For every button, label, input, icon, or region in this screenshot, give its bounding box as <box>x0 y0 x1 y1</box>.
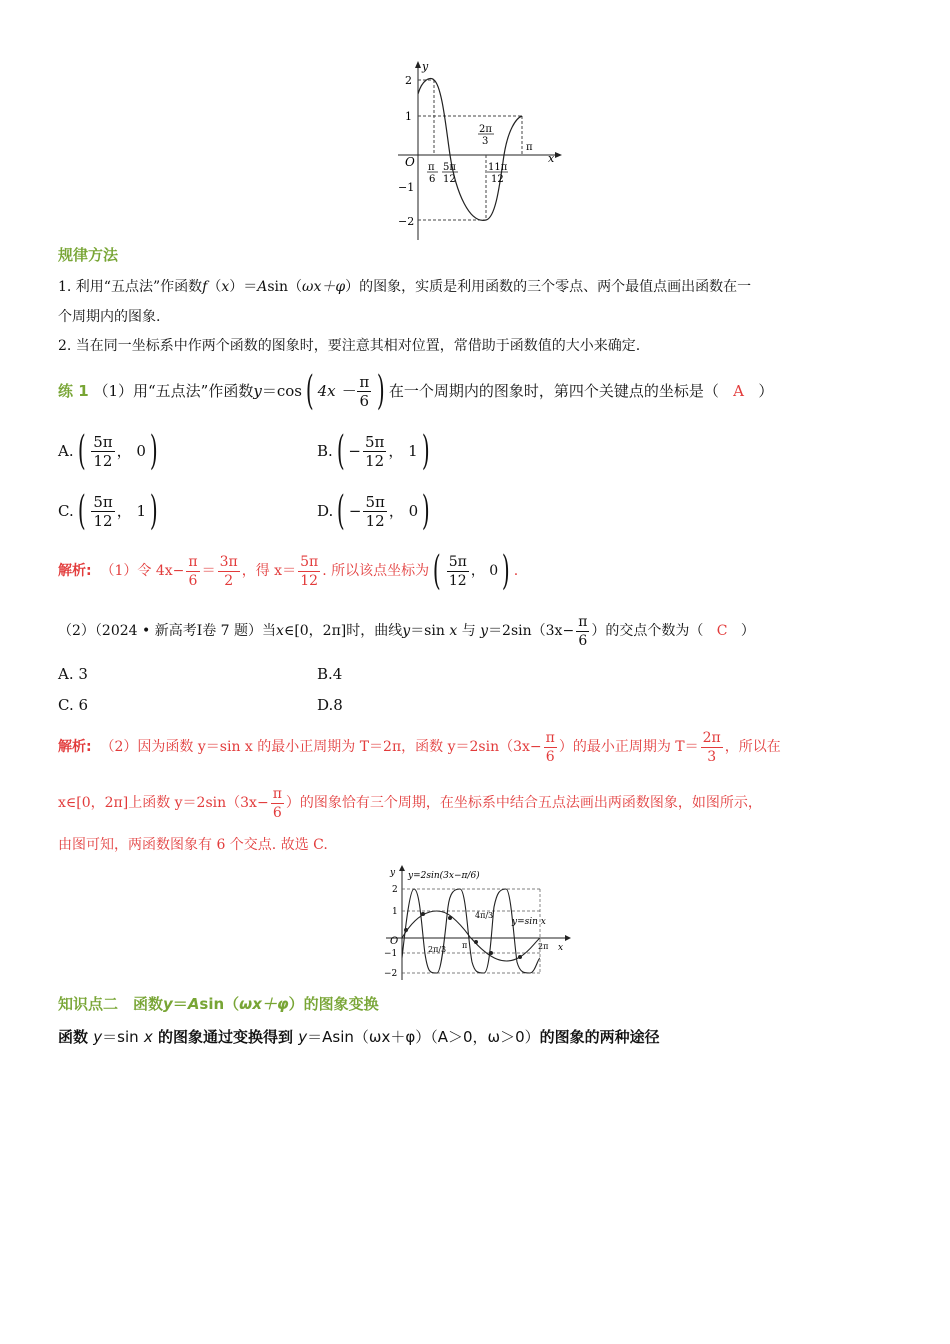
option-1-c: C. ( $\frac{5\pi}{12}$ ， 1 ) <box>58 488 158 534</box>
x-label-pi6-den: 6 <box>429 174 436 185</box>
method-point-1-cont: 个周期内的图象. <box>58 309 161 325</box>
option-1-b: B. ( − $\frac{5\pi}{12}$ ， 1 ) <box>317 428 430 474</box>
fig2-y-axis-label: y <box>390 868 396 878</box>
x-label-5pi12-num: 5π <box>443 162 456 173</box>
y-tick-1: 1 <box>405 110 412 123</box>
y-tick-neg1: −1 <box>398 181 415 194</box>
option-2-d: D.8 <box>317 696 343 714</box>
sine-curve <box>418 79 522 221</box>
intersection-point <box>448 916 452 920</box>
fig2-curve-label: y=2sin(3x−π/6) <box>408 871 480 881</box>
fig2-y-tick-1: 1 <box>392 907 398 917</box>
answer-2: C <box>716 623 728 639</box>
sine-graph-figure <box>390 58 570 243</box>
x-label-2pi3-den: 3 <box>482 136 489 147</box>
fig2-2sin-curve <box>402 889 540 973</box>
y-tick-2: 2 <box>405 74 412 87</box>
x-label-5pi12-den: 12 <box>443 174 456 185</box>
y-axis-arrow <box>415 61 421 68</box>
fig2-sin-label: y=sin x <box>512 917 546 927</box>
exercise-1-question-2: （2）（2024 • 新高考Ⅰ卷 7 题）当 x ∈[0，2π]时，曲线 y ＝sin x 与 y ＝2sin（3x− $\frac{\pi}{6}$ ）的交点个数为（ C ） <box>58 613 755 649</box>
x-label-2pi3-num: 2π <box>479 124 492 135</box>
solution-1: 解析: （1）令 4x− $\frac{\pi}{6}$ ＝ $\frac{3\pi}{2}$ ，得 x＝ $\frac{5\pi}{12}$ . 所以该点坐标为 ( $\frac{5\pi}{12}$ ， 0 ) . <box>58 548 519 594</box>
solution-2-line-2: x∈[0，2π]上函数 y＝2sin（3x− $\frac{\pi}{6}$ ）的图象恰有三个周期，在坐标系中结合五点法画出两函数图象，如图所示， <box>58 785 762 821</box>
y-axis-label: y <box>422 60 429 73</box>
intersection-point <box>489 951 493 955</box>
fig2-label-4pi3: 4π/3 <box>475 911 494 920</box>
fig2-x-axis-label: x <box>558 943 564 953</box>
solution-2-line-1: 解析: （2）因为函数 y＝sin x 的最小正周期为 T＝2π，函数 y＝2sin（3x− $\frac{\pi}{6}$ ）的最小正周期为 T＝ $\frac{2\pi}{3}$ ，所以在 <box>58 729 781 765</box>
section-2-title: 知识点二 函数y＝Asin（ωx＋φ）的图象变换 <box>58 995 379 1013</box>
origin-label: O <box>405 155 415 169</box>
solution-2-line-3: 由图可知，两函数图象有 6 个交点. 故选 C. <box>58 837 328 853</box>
answer-1: A <box>733 382 744 400</box>
x-label-pi6-num: π <box>428 162 435 173</box>
intersection-point <box>474 940 478 944</box>
exercise-1-question-1: 练 1 （1）用“五点法”作函数 y ＝cos ( 4x － $\frac{\pi}{6}$ ) 在一个周期内的图象时，第四个关键点的坐标是（ A ） <box>58 368 774 414</box>
x-label-pi: π <box>526 142 533 153</box>
fig2-y-tick-neg2: −2 <box>384 969 398 979</box>
option-2-a: A. 3 <box>58 665 88 683</box>
fig2-y-tick-2: 2 <box>392 885 398 895</box>
intersection-graph-figure <box>380 862 575 984</box>
option-2-c: C. 6 <box>58 696 89 714</box>
fig2-label-pi: π <box>462 941 468 950</box>
intersection-point <box>421 912 425 916</box>
y-tick-neg2: −2 <box>398 215 415 228</box>
section-2-subtitle: 函数 y＝sin x 的图象通过变换得到 y＝Asin（ωx＋φ）（A＞0，ω＞0）的图象的两种途径 <box>58 1028 660 1046</box>
fig2-label-2pi3: 2π/3 <box>428 945 447 954</box>
x-axis-arrow <box>555 152 562 158</box>
fig2-label-2pi: 2π <box>538 942 549 951</box>
option-2-b: B.4 <box>317 665 343 683</box>
x-label-11pi12-den: 12 <box>491 174 504 185</box>
option-1-a: A. ( $\frac{5\pi}{12}$ ， 0 ) <box>58 428 158 474</box>
intersection-point <box>518 955 522 959</box>
intersection-point <box>404 928 408 932</box>
option-1-d: D. ( − $\frac{5\pi}{12}$ ， 0 ) <box>317 488 430 534</box>
method-point-2: 2. 当在同一坐标系中作两个函数的图象时，要注意其相对位置，常借助于函数值的大小来确定. <box>58 338 641 354</box>
fig2-origin: O <box>390 936 399 947</box>
x-label-11pi12-num: 11π <box>488 162 508 173</box>
method-title: 规律方法 <box>58 246 119 264</box>
fig2-y-tick-neg1: −1 <box>384 949 398 959</box>
x-axis-label: x <box>548 152 555 165</box>
method-point-1: 1. 利用“五点法”作函数f（x）＝Asin（ωx＋φ）的图象，实质是利用函数的三个零点、两个最值点画出函数在一 <box>58 279 752 295</box>
